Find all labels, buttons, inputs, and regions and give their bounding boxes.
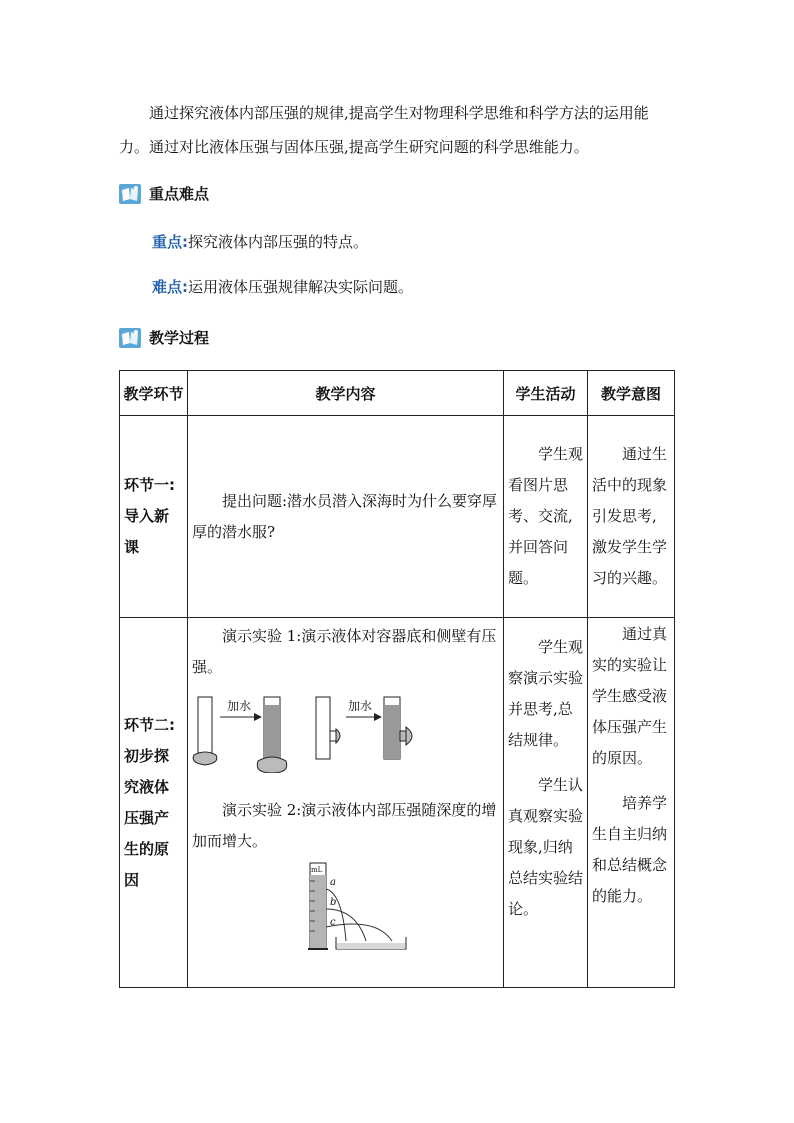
arrow-head-icon bbox=[374, 713, 382, 721]
intent-cell: 通过生活中的现象引发思考,激发学生学习的兴趣。 bbox=[592, 445, 668, 587]
hole-label-c: c bbox=[330, 917, 336, 928]
header-stage: 教学环节 bbox=[120, 371, 188, 416]
difficulty-label: 难点: bbox=[152, 278, 188, 296]
stage-cell: 环节一:导入新课 bbox=[124, 476, 175, 556]
intro-paragraph: 通过探究液体内部压强的规律,提高学生对物理科学思维和科学方法的运用能力。通过对比液体压强与固体压强,提高学生研究问题的科学思维能力。 bbox=[119, 104, 649, 156]
intent-cell: 通过真实的实验让学生感受液体压强产生的原因。 bbox=[592, 625, 668, 767]
book-icon bbox=[119, 184, 141, 204]
header-intent: 教学意图 bbox=[588, 371, 675, 416]
section-title: 教学过程 bbox=[149, 329, 210, 347]
table-header-row bbox=[120, 371, 675, 416]
header-content: 教学内容 bbox=[188, 371, 504, 416]
difficulty-line bbox=[152, 272, 413, 302]
section-heading-keypoints bbox=[119, 183, 209, 204]
water-jet-a bbox=[326, 889, 346, 941]
header-activity: 学生活动 bbox=[504, 371, 588, 416]
lesson-plan-table bbox=[119, 370, 675, 988]
basin-water bbox=[337, 943, 405, 949]
section-title: 重点难点 bbox=[149, 185, 210, 203]
hole-label-b: b bbox=[330, 897, 337, 908]
arrow-label: 加水 bbox=[348, 699, 373, 713]
activity-cell: 学生观察演示实验并思考,总结规律。 bbox=[508, 638, 584, 749]
tube-empty-bottom bbox=[193, 697, 217, 765]
intent-cell: 培养学生自主归纳和总结概念的能力。 bbox=[592, 794, 668, 905]
graduated-cylinder bbox=[308, 863, 328, 949]
section-heading-process bbox=[119, 327, 209, 348]
experiment-2-text: 演示实验 2:演示液体内部压强随深度的增加而增大。 bbox=[192, 801, 497, 850]
stage-cell: 环节二:初步探究液体压强产生的原因 bbox=[124, 715, 175, 889]
cylinder-unit-label: mL bbox=[311, 866, 323, 874]
tube-empty-side bbox=[316, 697, 340, 759]
tube-water-bottom bbox=[257, 697, 286, 773]
experiment-1-text: 演示实验 1:演示液体对容器底和侧壁有压强。 bbox=[192, 627, 497, 676]
keypoint-label: 重点: bbox=[152, 233, 188, 251]
experiment-2-figure bbox=[306, 861, 436, 953]
tube-water-side bbox=[384, 697, 412, 759]
book-icon bbox=[119, 328, 141, 348]
table-row bbox=[120, 416, 675, 618]
arrow-head-icon bbox=[254, 713, 262, 721]
keypoint-text: 探究液体内部压强的特点。 bbox=[188, 233, 369, 251]
difficulty-text: 运用液体压强规律解决实际问题。 bbox=[188, 278, 414, 296]
keypoint-line bbox=[152, 227, 368, 257]
arrow-label: 加水 bbox=[227, 699, 252, 713]
experiment-1-figure bbox=[192, 691, 502, 773]
table-row bbox=[120, 618, 675, 988]
hole-label-a: a bbox=[330, 877, 336, 888]
activity-cell: 学生观看图片思考、交流,并回答问题。 bbox=[508, 445, 584, 587]
content-cell: 提出问题:潜水员潜入深海时为什么要穿厚厚的潜水服? bbox=[192, 491, 498, 541]
activity-cell: 学生认真观察实验现象,归纳总结实验结论。 bbox=[508, 776, 584, 918]
